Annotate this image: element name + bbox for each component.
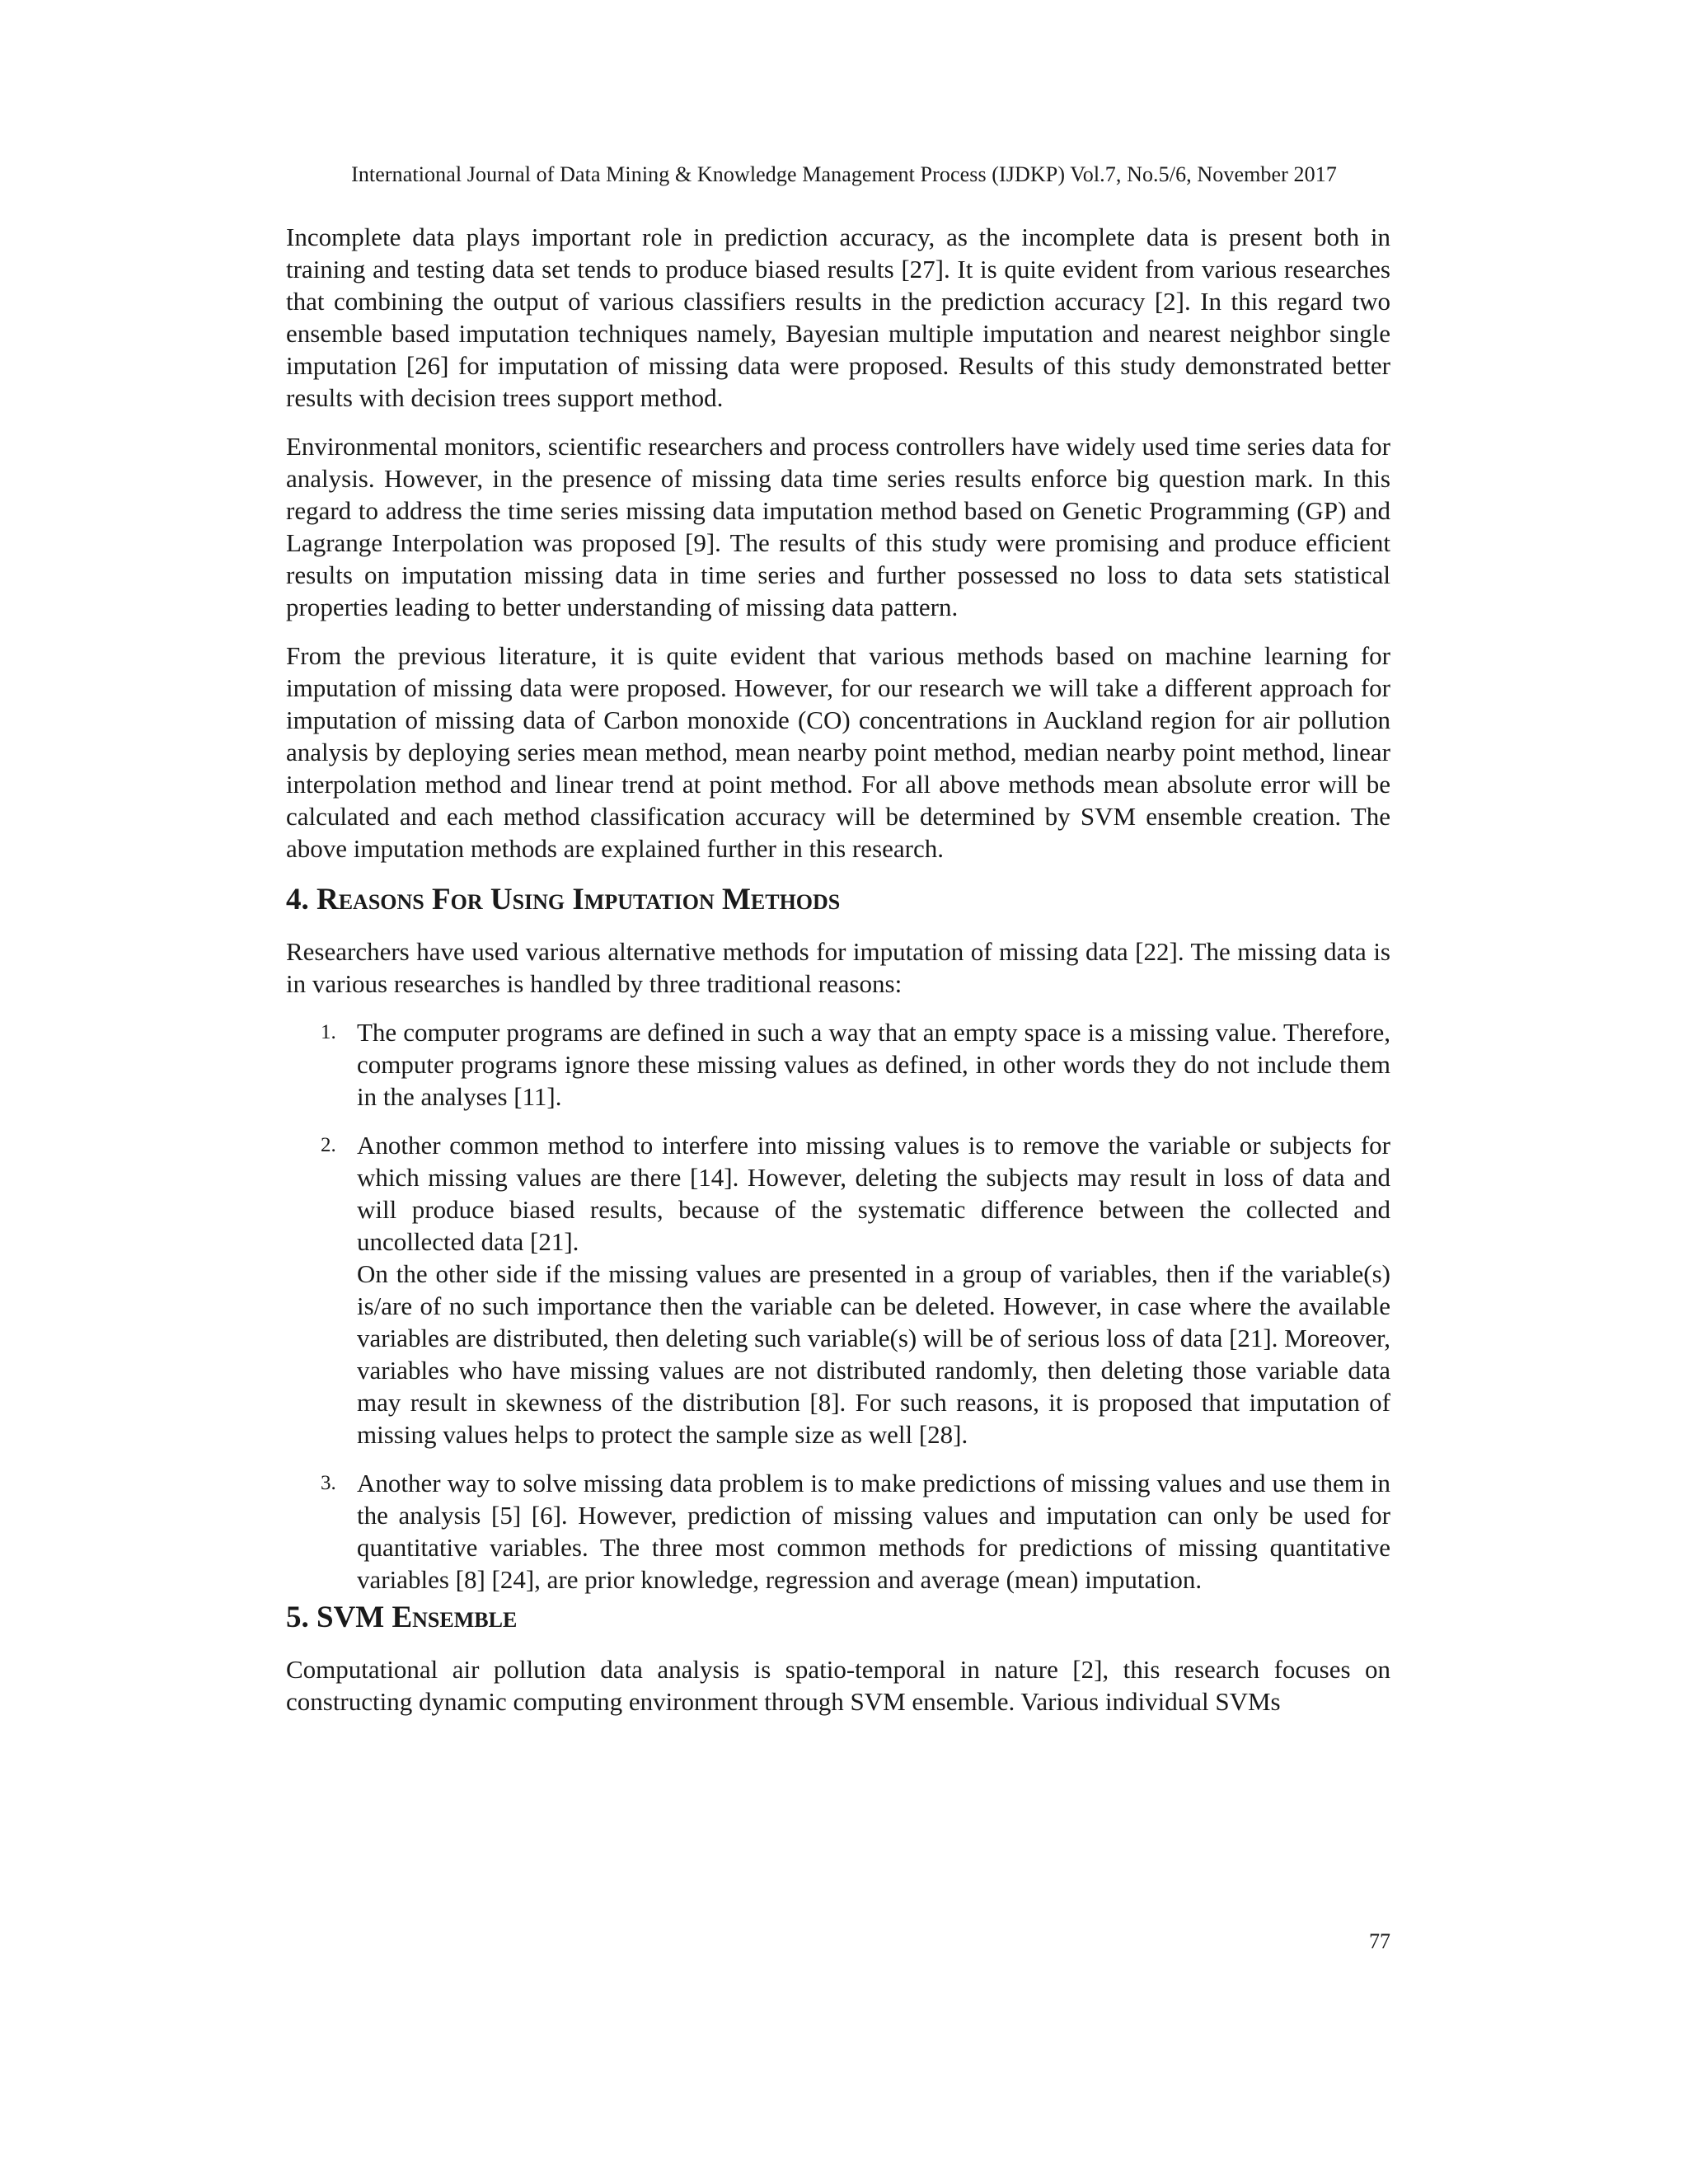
list-item <box>286 1129 1390 1451</box>
body-paragraph: Computational air pollution data analysis is spatio-temporal in nature [2], this research focuses on constructing dynamic computing environment through SVM ensemble. Various individual SVMs <box>286 1655 1390 1716</box>
body-paragraph: From the previous literature, it is quite evident that various methods based on machine learning for imputation of missing data were proposed. However, for our research we will take a different approach for imputation of missing data of Carbon monoxide (CO) concentrations in Auckland region for air pollution analysis by deploying series mean method, mean nearby point method, median nearby point method, linear interpolation method and linear trend at point method. For all above methods mean absolute error will be calculated and each method classification accuracy will be determined by SVM ensemble creation. The above imputation methods are explained further in this research. <box>286 641 1390 863</box>
page-number: 77 <box>1369 1929 1390 1953</box>
list-item-text: Another common method to interfere into missing values is to remove the variable or subjects for which missing values are there [14]. However, deleting the subjects may result in loss of data and will produce biased results, because of the systematic difference between the collected and uncollected data [21]. <box>357 1131 1390 1256</box>
running-header: International Journal of Data Mining & Knowledge Management Process (IJDKP) Vol.7, No.5/6, November 2017 <box>351 162 1337 186</box>
list-item-continuation: On the other side if the missing values are presented in a group of variables, then if the variable(s) is/are of no such importance then the variable can be deleted. However, in case where the available variables are distributed, then deleting such variable(s) will be of serious loss of data [21]. Moreover, variables who have missing values are not distributed randomly, then deleting those variable data may result in skewness of the distribution [8]. For such reasons, it is proposed that imputation of missing values helps to protect the sample size as well [28]. <box>357 1259 1390 1449</box>
page-body <box>286 221 1390 1734</box>
list-item-text: The computer programs are defined in such a way that an empty space is a missing value. Therefore, computer programs ignore these missing values as defined, in other words they do not include them in the analyses [11]. <box>357 1018 1390 1111</box>
body-paragraph: Environmental monitors, scientific researchers and process controllers have widely used time series data for analysis. However, in the presence of missing data time series results enforce big question mark. In this regard to address the time series missing data imputation method based on Genetic Programming (GP) and Lagrange Interpolation was proposed [9]. The results of this study were promising and produce efficient results on imputation missing data in time series and further possessed no loss to data sets statistical properties leading to better understanding of missing data pattern. <box>286 432 1390 621</box>
reasons-list <box>286 1016 1390 1596</box>
section-heading-svm-ensemble: 5. SVM Ensemble <box>286 1601 518 1634</box>
section-intro-paragraph: Researchers have used various alternative methods for imputation of missing data [22]. The missing data is in various researches is handled by three traditional reasons: <box>286 937 1390 998</box>
list-item-number: 3. <box>321 1472 336 1494</box>
body-paragraph: Incomplete data plays important role in prediction accuracy, as the incomplete data is present both in training and testing data set tends to produce biased results [27]. It is quite evident from various researches that combining the output of various classifiers results in the prediction accuracy [2]. In this regard two ensemble based imputation techniques namely, Bayesian multiple imputation and nearest neighbor single imputation [26] for imputation of missing data were proposed. Results of this study demonstrated better results with decision trees support method. <box>286 223 1390 412</box>
section-heading-reasons: 4. Reasons For Using Imputation Methods <box>286 883 841 916</box>
list-item-number: 2. <box>321 1134 336 1156</box>
list-item <box>286 1016 1390 1113</box>
list-item-text: Another way to solve missing data problem is to make predictions of missing values and use them in the analysis [5] [6]. However, prediction of missing values and imputation can only be used for quantitative variables. The three most common methods for predictions of missing quantitative variables [8] [24], are prior knowledge, regression and average (mean) imputation. <box>357 1469 1390 1594</box>
list-item <box>286 1467 1390 1596</box>
list-item-number: 1. <box>321 1021 336 1043</box>
